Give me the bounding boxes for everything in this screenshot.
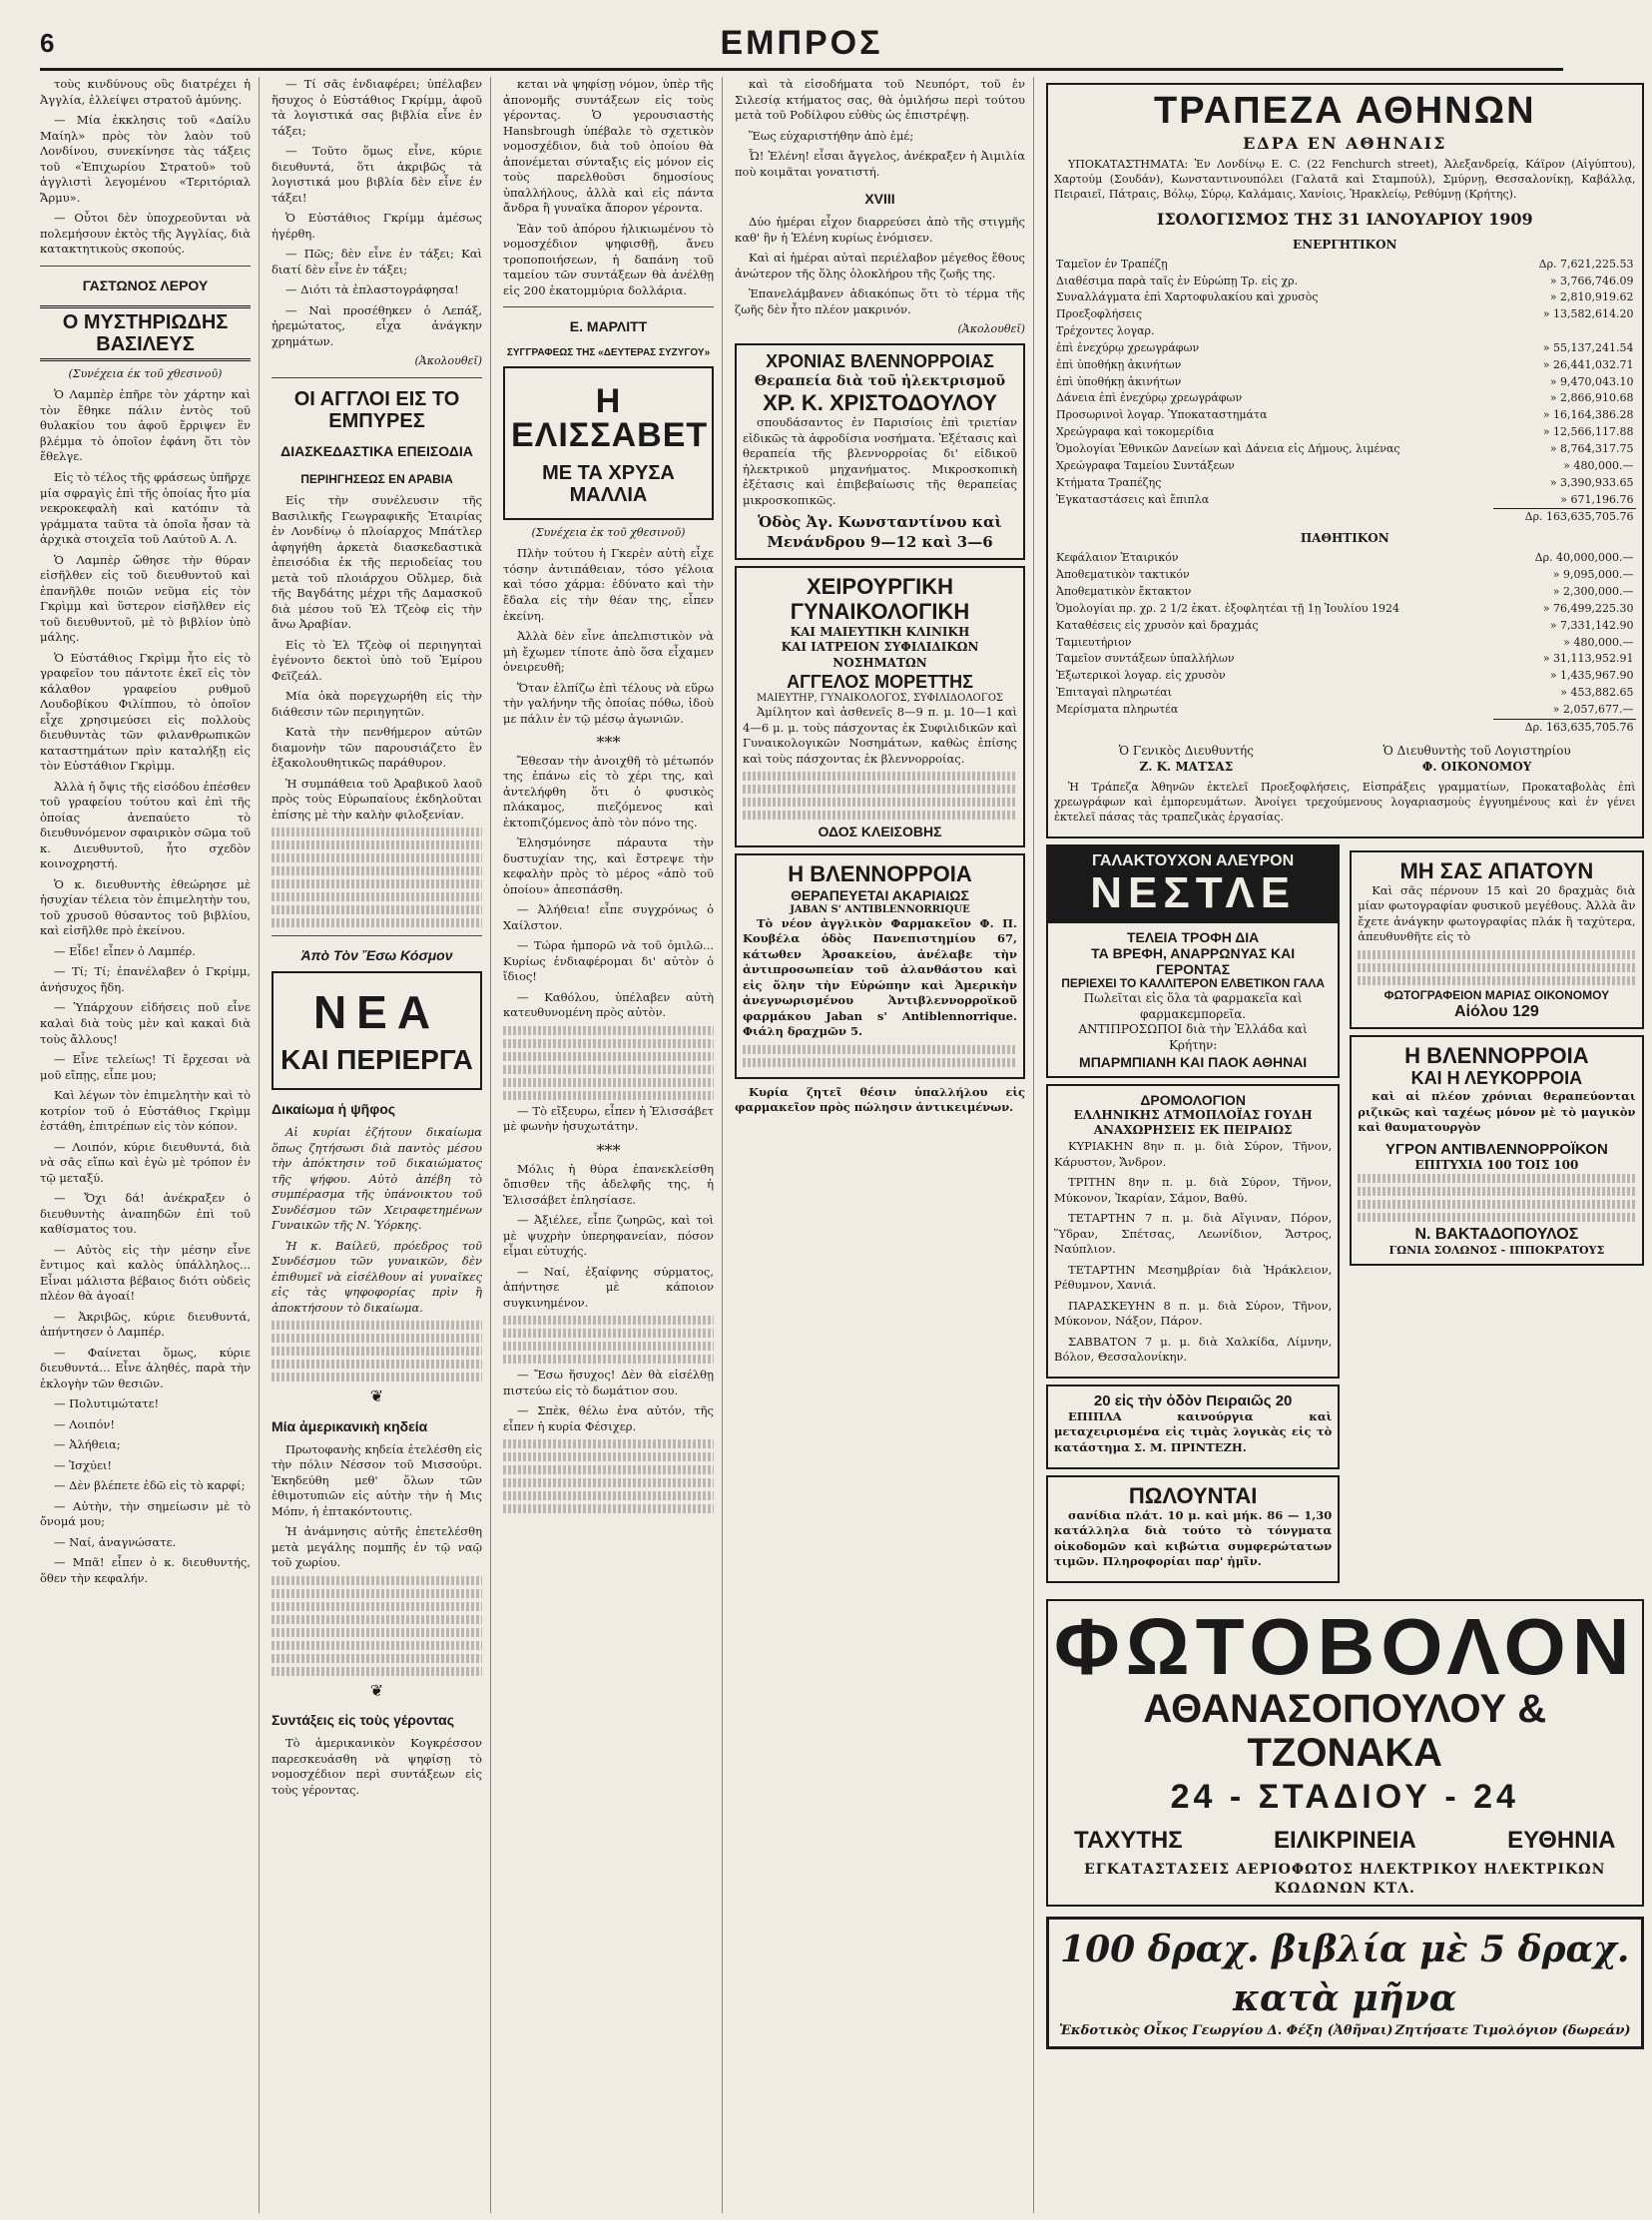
column-2: — Τί σᾶς ἐνδιαφέρει; ὑπέλαβεν ἥσυχος ὁ Εὐστάθιος Γκρίμμ, ἀφοῦ τὰ λογιστικά σας βιβλία εἶνε ἐν τάξει; — Τοῦτο ὅμως εἶνε, κύριε διευθυντά, ὅτι ἀκριβῶς τὰ λογιστικά μου βιβλία δὲν εἶνε ἐν τάξει! Ὁ Εὐστάθιος Γκρίμμ ἀμέσως ἠγέρθη. — Πῶς; δὲν εἶνε ἐν τάξει; Καὶ διατί δὲν εἶνε ἐν τάξει; — Διότι τὰ ἐπλαστογράφησα! — Ναὶ προσέθηκεν ὁ Λεπάξ, ἠρεμώτατος, εἶχα ἀνάγκην χρημάτων. (Ἀκολουθεῖ) ΟΙ ΑΓΓΛΟΙ ΕΙΣ ΤΟ ΕΜΠΥΡΕΣ ΔΙΑΣΚΕΔΑΣΤΙΚΑ ΕΠΕΙΣΟΔΙΑ ΠΕΡΙΗΓΗΣΕΩΣ ΕΝ ΑΡΑΒΙΑ Εἰς τὴν συνέλευσιν τῆς Βασιλικῆς Γεωγραφικῆς Ἑταιρίας ἐν Λονδίνῳ ὁ πλοίαρχος Μπάτλερ ἀφηγήθη ἀρκετὰ διασκεδαστικὰ ἐπεισόδια ἐκ τῆς περιοδείας του μετὰ τοῦ πλοιάρχου Οὔλμερ, διὰ τῆς Βαγδάτης μέχρι τῆς Δαμασκοῦ διὰ μέσου τοῦ Ἑλ Τζεὸφ εἰς τὴν ἄνω Ἀραβίαν. Εἰς τὸ Ἑλ Τζεὸφ οἱ περιηγηταὶ ἐγένοντο δεκτοὶ ὑπὸ τοῦ Ἐμίρου Φεϊζεάλ. Μία ὀκὰ πορεγχωρήθη εἰς τὴν διάθεσιν τῶν περιηγητῶν. Κατὰ τὴν πενθήμερον αὐτῶν διαμονὴν τῶν παρουσιάζετο ἓν ἑξακολουθητικῶς παράθυρον. Ἡ συμπάθεια τοῦ Ἀραβικοῦ λαοῦ πρὸς τοὺς Εὐρωπαίους ἐκδηλοῦται ἐπίσης μὲ τὴν καλὴν φιλοξενίαν. Ἀπὸ Τὸν Ἔσω Κόσμον ΝΕΑ ΚΑΙ ΠΕΡΙΕΡΓΑ Δικαίωμα ἡ ψῆφος Αἱ κυρίαι ἐζήτουν δικαίωμα ὅπως ζητήσωσι διὰ παντὸς μέσου τὴν ἀπόκτησιν τοῦ δικαιώματος τῆς ψήφου. Αὐτὸ ἀπέβη τὸ συμπέρασμα τῆς ὑπάνοικτου τοῦ Συνδέσμου τῶν Χειραφετημένων Γυναικῶν τῆς Ν. Ὑόρκης. Ἡ κ. Βαίλεϋ, πρόεδρος τοῦ Συνδέσμου τῶν γυναικῶν, δὲν ἐπιθυμεῖ νὰ εἰσέλθουν αἱ γυναῖκες εἰς τὰς ψηφοφορίας πρὶν ἢ ἀποκτήσουν τὸ δικαίωμα. ❦ Μία ἀμερικανικὴ κηδεία Πρωτοφανὴς κηδεία ἐτελέσθη εἰς τὴν πόλιν Νέσσον τοῦ Μισσούρι. Ἐκηδεύθη μεθ' ὅλων τῶν ἐθιμοτυπιῶν εἰς αὐτὴν τὴν ἡ Μις Μόπν, ἡ ἐπτακόντουτις. Ἡ ἀνάμνησις αὐτῆς ἐπετελέσθη μετὰ μεγάλης πομπῆς ἐν τῷ ναῷ τοῦ χωρίου. ❦ Συντάξεις εἰς τοὺς γέροντας Τὸ ἀμερικανικὸν Κογκρέσσον παρεσκευάσθη νὰ ψηφίσῃ τὸ νομοσχέδιον περὶ συντάξεων εἰς τοὺς γέροντας. xyxy=(272,77,491,2213)
photovolon-title: ΦΩΤΟΒΟΛΟΝ xyxy=(1054,1601,1636,1691)
story-author: ΓΑΣΤΩΝΟΣ ΛΕΡΟΥ xyxy=(82,277,209,293)
bank-signatures: Ὁ Γενικὸς Διευθυντής Ζ. Κ. ΜΑΤΣΑΣ Ὁ Διευθυντὴς τοῦ Λογιστηρίου Φ. ΟΙΚΟΝΟΜΟΥ xyxy=(1118,743,1571,774)
balance-row xyxy=(1054,407,1636,424)
balance-row-label: Διαθέσιμα παρὰ ταῖς ἐν Εὐρώπῃ Τρ. εἰς χρ. xyxy=(1056,274,1299,287)
balance-row-value: » 31,113,952.91 xyxy=(1542,652,1634,666)
photo-ad: ΜΗ ΣΑΣ ΑΠΑΤΟΥΝ Καὶ σᾶς πέρνουν 15 καὶ 20 δραχμὰς διὰ μίαν φωτογραφίαν φυσικοῦ μεγέθους. Ἀλλὰ ἂν ἔχετε ἀνάγκην φωτογραφίας πλάκ ἢ ταχύτερα, ἀπευθυνθῆτε εἰς τὸ ΦΩΤΟΓΡΑΦΕΙΟΝ ΜΑΡΙΑΣ ΟΙΚΟΝΟΜΟΥ Αἰόλου 129 xyxy=(1350,850,1643,1030)
balance-row xyxy=(1054,390,1636,407)
balance-row-label: Χρεώγραφα καὶ τοκομερίδια xyxy=(1056,425,1215,439)
balance-row-value: » 55,137,241.54 xyxy=(1542,340,1634,354)
balance-row xyxy=(1054,475,1636,492)
serial-subtitle-2: ΠΕΡΙΗΓΗΣΕΩΣ ΕΝ ΑΡΑΒΙΑ xyxy=(300,471,453,486)
balance-row-value: » 480,000.— xyxy=(1563,458,1634,472)
balance-row xyxy=(1054,424,1636,441)
balance-row-label: Ἐγκαταστάσεις καὶ ἔπιπλα xyxy=(1056,492,1210,506)
section-box-title: Ἀπὸ Τὸν Ἔσω Κόσμον xyxy=(300,947,453,964)
balance-row-label: Ἐπιταγαὶ πληρωτέαι xyxy=(1056,686,1173,700)
books-ad xyxy=(1046,1917,1644,2049)
continued-note: (Συνέχεια έκ τοῦ χθεσινοῦ) xyxy=(68,366,223,380)
balance-row-label: Ἀποθεματικὸν τακτικόν xyxy=(1056,568,1190,582)
balance-row-value: Δρ. 7,621,225.53 xyxy=(1538,257,1634,271)
balance-row-value: » 453,882.65 xyxy=(1560,686,1634,700)
balance-row-value: » 2,866,910.68 xyxy=(1549,391,1634,405)
balance-row xyxy=(1054,323,1636,340)
balance-row xyxy=(1054,702,1636,719)
balance-row-value: » 8,764,317.75 xyxy=(1549,441,1634,455)
nestle-ad: ΓΑΛΑΚΤΟΥΧΟΝ ΑΛΕΥΡΟΝ ΝΕΣΤΛΕ xyxy=(1046,844,1340,922)
books-headline: 100 δραχ. βιβλία μὲ 5 δραχ. κατὰ μῆνα xyxy=(1060,1928,1630,2019)
books-publisher: Ἐκδοτικὸς Οἶκος Γεωργίου Δ. Φέξη (Ἀθῆναι) xyxy=(1059,2023,1393,2039)
divider xyxy=(40,266,251,267)
novel-author: Ε. ΜΑΡΛΙΤΤ xyxy=(569,318,648,335)
balance-row-label: Ὁμολογίαι Ἐθνικῶν Δανείων καὶ Δάνεια εἰς Δήμους, λιμένας xyxy=(1056,441,1400,455)
balance-row xyxy=(1054,685,1636,702)
right-left-column: ΓΑΛΑΚΤΟΥΧΟΝ ΑΛΕΥΡΟΝ ΝΕΣΤΛΕ ΤΕΛΕΙΑ ΤΡΟΦΗ ΔΙΑ ΤΑ ΒΡΕΦΗ, ΑΝΑΡΡΩΝΥΑΣ ΚΑΙ ΓΕΡΟΝΤΑΣ ΠΕΡΙΕΧΕΙ ΤΟ ΚΑΛΛΙΤΕΡΟΝ ΕΛΒΕΤΙΚΟΝ ΓΑΛΑ Πωλεῖται εἰς ὅλα τὰ φαρμακεῖα καὶ φαρμακεμπορεῖα. ΑΝΤΙΠΡΟΣΩΠΟΙ διὰ τὴν Ἑλλάδα καὶ Κρήτην: ΜΠΑΡΜΠΙΑΝΗ ΚΑΙ ΠΑΟΚ ΑΘΗΝΑΙ ΔΡΟΜΟΛΟΓΙΟΝ ΕΛΛΗΝΙΚΗΣ ΑΤΜΟΠΛΟΪΑΣ ΓΟΥΔΗ ΑΝΑΧΩΡΗΣΕΙΣ ΕΚ ΠΕΙΡΑΙΩΣ ΚΥΡΙΑΚΗΝ 8ην π. μ. διὰ Σύρον, Τῆνον, Κάρυστον, Ἄνδρον. ΤΡΙΤΗΝ 8ην π. μ. διὰ Σύρον, Τῆνον, Μύκονον, Ἰκαρίαν, Σάμον, Βαθύ. ΤΕΤΑΡΤΗΝ 7 π. μ. διὰ Αἴγιναν, Πόρον, Ὕδραν, Σπέτσας, Λεωνίδιον, Ἄστρος, Ναύπλιον. ΤΕΤΑΡΤΗΝ Μεσημβρίαν διὰ Ἡράκλειον, Ρέθυμνον, Χανιά. ΠΑΡΑΣΚΕΥΗΝ 8 π. μ. διὰ Σύρον, Τῆνον, Μύκονον, Νάξον, Πάρον. ΣΑΒΒΑΤΟΝ 7 μ. μ. διὰ Χαλκίδα, Λίμνην, Βόλον, Θεσσαλονίκην. 20 εἰς τὴν ὁδὸν Πειραιῶς 20 ΕΠΙΠΛΑ καινούργια καὶ μεταχειρισμένα εἰς τιμὰς λογικὰς εἰς τὸ κατάστημα Σ. Μ. ΠΡΙΝΤΕΖΗ. ΠΩΛΟΥΝΤΑΙ σανίδια πλάτ. 10 μ. καὶ μήκ. 86 — 1,30 κατάλληλα διὰ τούτο τὸ τόνγματα οἰκοδομῶν καὶ κιβώτια συμφερώτατων τιμῶν. Πληροφορίαι παρ' ἡμῖν. xyxy=(1046,844,1340,1589)
news-box xyxy=(272,971,482,1090)
col1-lead: τοὺς κινδύνους οὓς διατρέχει ἡ Ἀγγλία, ἐλλείψει στρατοῦ ἀμύνης. — Μία ἐκκλησις τοῦ «Δαίλυ Μαίηλ» πρὸς τὸν λαὸν τοῦ Λονδίνου, συνεκίνησε τὰς τάξεις τοῦ «Ἐπιχωρίου Στρατοῦ» τοῦ ἀγγλιστὶ λεγομένου «Τεριτόριαλ Ἄρμυ». — Οὗτοι δὲν ὑποχρεοῦνται νὰ πολεμήσουν ἐκτὸς τῆς Ἀγγλίας, διὰ κατακτητικοὺς σκοπούς. xyxy=(40,77,251,257)
balance-row xyxy=(1054,374,1636,391)
novel-title-box xyxy=(503,366,714,520)
balance-row-value: Δρ. 40,000,000.— xyxy=(1534,551,1634,565)
balance-row-label: ἐπὶ ὑποθήκῃ ἀκινήτων xyxy=(1056,374,1182,388)
balance-row-label: Κτήματα Τραπέζης xyxy=(1056,475,1162,489)
balance-row-label: Ταμεῖον συντάξεων ὑπαλλήλων xyxy=(1056,652,1235,666)
balance-row-label: ἐπὶ ἐνεχύρῳ χρεωγράφων xyxy=(1056,340,1200,354)
balance-row-value: » 76,499,225.30 xyxy=(1542,601,1634,615)
nea-subtitle: ΚΑΙ ΠΕΡΙΕΡΓΑ xyxy=(280,1044,473,1076)
column-4: καὶ τὰ εἰσοδήματα τοῦ Νευπόρτ, τοῦ ἐν Σιλεσίᾳ κτήματος σας, θὰ ὁμιλήσω περὶ τούτου μετὰ τοῦ Ροδίλφου εὐθὺς ὡς ἐπιστρέψῃ. Ἕως εὐχαριστήθην ἀπὸ ἐμέ; Ὦ! Ἑλένη! εἶσαι ἄγγελος, ἀνέκραξεν ἡ Ἀιμιλία ποὺ κοιμᾶται γονατιστή. XVIII Δύο ἡμέραι εἶχον διαρρεύσει ἀπὸ τῆς στιγμῆς καθ' ἣν ἡ Ἑλένη κυρίως ἐνόμισεν. Καὶ αἱ ἡμέραι αὐταὶ περιέλαβον μέγεθος ἔθους ἀνώτερον τῆς ὅλης ὁλοκλήρου τῆς ζωῆς της. Ἐπανελάμβανεν ἀδιακόπως ὅτι τὸ τέρμα τῆς ζωῆς δὲν ἦτο πλέον μακρινόν. (Ἀκολουθεῖ) ΧΡΟΝΙΑΣ ΒΛΕΝΝΟΡΡΟΙΑΣ Θεραπεία διὰ τοῦ ἠλεκτρισμοῦ ΧΡ. Κ. ΧΡΙΣΤΟΔΟΥΛΟΥ σπουδάσαντος ἐν Παρισίοις ἐπὶ τριετίαν εἰδικῶς τὰ ἀφροδίσια νοσήματα. Ἐξέτασις καὶ θεραπεία τῆς βλεννορροίας δι' εἰδικοῦ ἠλεκτρικοῦ μηχανήματος. Μικροσκοπικὴ ἐξέτασις καὶ ἐπιβεβαίωσις τῆς θεραπείας μικροσκοπικῶς. Ὁδὸς Ἀγ. Κωνσταντίνου καὶ Μενάνδρου 9—12 καὶ 3—6 ΧΕΙΡΟΥΡΓΙΚΗ ΓΥΝΑΙΚΟΛΟΓΙΚΗ ΚΑΙ ΜΑΙΕΥΤΙΚΗ ΚΛΙΝΙΚΗ ΚΑΙ ΙΑΤΡΕΙΟΝ ΣΥΦΙΛΙΔΙΚΩΝ ΝΟΣΗΜΑΤΩΝ ΑΓΓΕΛΟΣ ΜΟΡΕΤΤΗΣ ΜΑΙΕΥΤΗΡ, ΓΥΝΑΙΚΟΛΟΓΟΣ, ΣΥΦΙΛΙΔΟΛΟΓΟΣ Ἀμίλητον καὶ ἀσθενεῖς 8—9 π. μ. 10—1 καὶ 4—6 μ. μ. τοὺς πάσχοντας ἐκ Συφιλιδικῶν καὶ Γυναικολογικῶν Νοσημάτων, καθὼς ἐπίσης καὶ τοὺς πάσχοντας ἐκ βλεννορροίας. ΟΔΟΣ ΚΛΕΙΣΟΒΗΣ Η ΒΛΕΝΝΟΡΡΟΙΑ ΘΕΡΑΠΕΥΕΤΑΙ ΑΚΑΡΙΑΙΩΣ JABAN S' ANTIBLENNORRIQUE Τὸ νέον ἀγγλικὸν Φαρμακεῖον Φ. Π. Κουβέλα ὁδὸς Πανεπιστημίου 67, κάτωθεν Ἀρσακείου, ἀνέλαβε τὴν ἀντιπροσωπείαν τοῦ ἀλανθάστου καὶ εἰς ὅλην τὴν Εὐρώπην καὶ Ἀμερικὴν ἀνεγνωρισμένου Ἀντιβλεννορροϊκοῦ φαρμάκου Jaban s' Antiblennorrique. Φιάλη δραχμῶν 5. Κυρία ζητεῖ θέσιν ὑπαλλήλου εἰς φαρμακεῖον πρὸς πώλησιν ἀντικειμένων. xyxy=(735,77,1034,2213)
balance-row-value: » 3,390,933.65 xyxy=(1549,475,1634,489)
shipping-schedule: ΔΡΟΜΟΛΟΓΙΟΝ ΕΛΛΗΝΙΚΗΣ ΑΤΜΟΠΛΟΪΑΣ ΓΟΥΔΗ ΑΝΑΧΩΡΗΣΕΙΣ ΕΚ ΠΕΙΡΑΙΩΣ ΚΥΡΙΑΚΗΝ 8ην π. μ. διὰ Σύρον, Τῆνον, Κάρυστον, Ἄνδρον. ΤΡΙΤΗΝ 8ην π. μ. διὰ Σύρον, Τῆνον, Μύκονον, Ἰκαρίαν, Σάμον, Βαθύ. ΤΕΤΑΡΤΗΝ 7 π. μ. διὰ Αἴγιναν, Πόρον, Ὕδραν, Σπέτσας, Λεωνίδιον, Ἄστρος, Ναύπλιον. ΤΕΤΑΡΤΗΝ Μεσημβρίαν διὰ Ἡράκλειον, Ρέθυμνον, Χανιά. ΠΑΡΑΣΚΕΥΗΝ 8 π. μ. διὰ Σύρον, Τῆνον, Μύκονον, Νάξον, Πάρον. ΣΑΒΒΑΤΟΝ 7 μ. μ. διὰ Χαλκίδα, Λίμνην, Βόλον, Θεσσαλονίκην. xyxy=(1046,1084,1340,1379)
balance-row-value: » 7,331,142.90 xyxy=(1549,618,1634,632)
serial-subtitle: ΔΙΑΣΚΕΔΑΣΤΙΚΑ ΕΠΕΙΣΟΔΙΑ xyxy=(280,443,473,460)
balance-row-value xyxy=(1493,323,1636,340)
photovolon-ad: ΦΩΤΟΒΟΛΟΝ ΑΘΑΝΑΣΟΠΟΥΛΟΥ & ΤΖΟΝΑΚΑ 24 - ΣΤΑΔΙΟΥ - 24 ΤΑΧΥΤΗΣ ΕΙΛΙΚΡΙΝΕΙΑ ΕΥΘΗΝΙΑ ΕΓΚΑΤΑΣΤΑΣΕΙΣ ΑΕΡΙΟΦΩΤΟΣ ΗΛΕΚΤΡΙΚΟΥ ΗΛΕΚΤΡΙΚΩΝ ΚΩΔΩΝΩΝ ΚΤΛ. xyxy=(1046,1599,1644,1907)
balance-row-label: Μερίσματα πληρωτέα xyxy=(1056,703,1179,717)
liabilities-total: Δρ. 163,635,705.76 xyxy=(1493,719,1636,736)
newspaper-title: ΕΜΠΡΟΣ xyxy=(720,23,883,62)
right-right-column xyxy=(1350,844,1643,1589)
balance-row-value: » 16,164,386.28 xyxy=(1542,408,1634,422)
nea-title: ΝΕΑ xyxy=(312,986,441,1039)
balance-row-label: Τρέχοντες λογαρ. xyxy=(1056,324,1155,338)
balance-row-value: » 2,300,000.— xyxy=(1552,585,1634,599)
books-catalog: Ζητήσατε Τιμολόγιον (δωρεάν) xyxy=(1394,2023,1631,2039)
balance-row xyxy=(1054,257,1636,274)
column-3: κεται νὰ ψηφίσῃ νόμον, ὑπὲρ τῆς ἀπονομῆς συντάξεων εἰς τοὺς γέροντας. Ὁ γερουσιαστὴς Hansbrough ὑπέβαλε τὸ σχετικὸν νομοσχέδιον, διὰ τοῦ ὁποίου θὰ ἀπονέμεται σύνταξις εἰς μόνον εἰς τοὺς παρελθοῦσι δημοσίους ὑπαλλήλους, ἀλλὰ καὶ εἰς πάντα ἄνδρα ἢ γυναῖκα ἄπορον γέροντα. Ἐὰν τοῦ ἀπόρου ἡλικιωμένου τὸ νομοσχέδιον ψηφισθῇ, ἄνευ τροποποιήσεων, ἡ δαπάνη τοῦ ταμείου τῶν συντάξεων θὰ ἀνέλθῃ εἰς 200 ἑκατομμύρια δολλάρια. Ε. ΜΑΡΛΙΤΤ ΣΥΓΓΡΑΦΕΩΣ ΤΗΣ «ΔΕΥΤΕΡΑΣ ΣΥΖΥΓΟΥ» Η ΕΛΙΣΣΑΒΕΤ ΜΕ ΤΑ ΧΡΥΣΑ ΜΑΛΛΙΑ (Συνέχεια ἐκ τοῦ χθεσινοῦ) Πλὴν τούτου ἡ Γκερὲν αὐτὴ εἶχε τόσην ἀντιπάθειαν, τόσο γέλοια καὶ τόσο χάρμα: ἐδύνατο καὶ τὴν ἔδαλα εἰς τὴν θέαν της, εἶπεν ἐκείνη. Ἀλλὰ δὲν εἶνε ἀπελπιστικὸν νὰ μὴ ἔχωμεν τίποτε ἀπὸ ὅσα εἶχαμεν ὀνειρευθῆ; Ὅταν ἐλπίζω ἐπὶ τέλους νὰ εὕρω τὴν γαλήνην τῆς ὁποίας πόθω, ἰδοὺ με πάλιν ἐν τῷ μέσῳ ἀγωνιῶν. *** Ἔθεσαν τὴν ἀνοιχθῆ τὸ μέτωπόν της ἐπάνω εἰς τὸ χέρι της, καὶ ἀντελήφθη ὅτι ὁ φυσικὸς πλάκαμος, πιεζόμενος καὶ ἐκτοπιζόμενος ἀπὸ τὸν πόνο της. Ἐλησμόνησε πάραυτα τὴν δυστυχίαν της, καὶ ἔστρεψε τὴν κεφαλὴν πρὸς τὸ μέρος «ἀπὸ τοῦ ὁποίου» ἀπεσπάσθη. — Ἀλήθεια! εἶπε συγχρόνως ὁ Χαίλστον. — Τώρα ἠμπορῶ νὰ τοῦ ὁμιλῶ... Κυρίως ἐνδιαφέρομαι δι' αὐτὸν ὁ ἴδιος! — Καθόλου, ὑπέλαβεν αὐτὴ κατευθυνομένη πρὸς αὐτὸν. — Τὸ εἴξευρω, εἶπεν ἡ Ἑλισσάβετ μὲ φωνὴν ἡσυχωτάτην. *** Μόλις ἡ θύρα ἐπανεκλείσθη ὄπισθεν τῆς ἀδελφῆς της, ἡ Ἑλισσάβετ ἐπλησίασε. — Ἀξιέλεε, εἶπε ζωηρῶς, καὶ τοὶ μὲ ψυχρὴν ὑπερηφανείαν, πόσον εἶμαι εὐτυχής. — Ναί, ἐξαίφνης σύρματος, ἀπήντησε μὲ κάποιον συγκινημένον. — Ἔσω ἥσυχος! Δὲν θὰ εἰσέλθῃ πιστεύω εἰς τὸ δωμάτιον σου. — Σπὲκ, θέλω ἐνα αὐτόν, τῆς εἶπεν ἡ κυρία Φέσιχερ. xyxy=(503,77,723,2213)
balance-row xyxy=(1054,306,1636,323)
to-be-continued: (Ἀκολουθεῖ) xyxy=(957,322,1025,336)
furniture-ad: 20 εἰς τὴν ὁδὸν Πειραιῶς 20 ΕΠΙΠΛΑ καινούργια καὶ μεταχειρισμένα εἰς τιμὰς λογικὰς εἰς τὸ κατάστημα Σ. Μ. ΠΡΙΝΤΕΖΗ. xyxy=(1046,1385,1340,1469)
balance-row xyxy=(1054,584,1636,601)
balance-row xyxy=(1054,492,1636,509)
balance-row-label: Ταμεῖον ἐν Τραπέζῃ xyxy=(1056,257,1168,271)
balance-row-value: » 12,566,117.88 xyxy=(1542,425,1634,439)
balance-row-value: » 671,196.76 xyxy=(1560,492,1634,506)
balance-row-label: Προεξοφλήσεις xyxy=(1056,307,1143,321)
item2-title: Μία ἀμερικανικὴ κηδεία xyxy=(272,1417,428,1434)
column-1 xyxy=(40,77,260,2213)
balance-row-label: Συναλλάγματα ἐπὶ Χαρτοφυλακίου καὶ χρυσὸς xyxy=(1056,290,1319,304)
balance-row xyxy=(1054,340,1636,357)
balance-row-value: » 13,582,614.20 xyxy=(1542,307,1634,321)
balance-row-value: » 2,057,677.— xyxy=(1552,702,1634,716)
balance-row-label: Χρεώγραφα Ταμείου Συντάξεων xyxy=(1056,458,1235,472)
columns xyxy=(40,77,1636,2213)
balance-row xyxy=(1054,651,1636,668)
balance-row-label: Κεφάλαιον Ἑταιρικόν xyxy=(1056,551,1179,565)
assets-table xyxy=(1054,257,1636,527)
bank-ad: ΤΡΑΠΕΖΑ ΑΘΗΝΩΝ ΕΔΡΑ ΕΝ ΑΘΗΝΑΙΣ ΥΠΟΚΑΤΑΣΤΗΜΑΤΑ: Ἐν Λονδίνῳ E. C. (22 Fenchurch street), Ἀλεξανδρείᾳ, Κάϊρον (Αἰγύπτου), Χαρτούμ (Σουδάν), Κωνσταντινουπόλει (Γαλατᾶ καὶ Σταμπούλ), Σμύρνῃ, Θεσσαλονίκῃ, Καβάλλᾳ, Πειραιεῖ, Πάτραις, Βόλῳ, Σύρῳ, Καλάμαις, Χανίοις, Ἡρακλείῳ, Ρεθύμνῃ (Κρήτης). ΙΣΟΛΟΓΙΣΜΟΣ ΤΗΣ 31 ΙΑΝΟΥΑΡΙΟΥ 1909 ΕΝΕΡΓΗΤΙΚΟΝ Ταμεῖον ἐν Τραπέζῃ Δρ. 7,621,225.53 Διαθέσιμα παρὰ ταῖς ἐν Εὐρώπῃ Τρ. εἰς χρ. » 3,766,746.09 Συναλλάγματα ἐπὶ Χαρτοφυλακίου καὶ χρυσὸς » 2,810,919.62 Προεξοφλήσεις » 13,582,614.20 Τρέχοντες λογαρ. ἐπὶ ἐνεχύρῳ χρεωγράφων » 55,137,241.54 ἐπὶ ὑποθήκῃ ἀκινήτων » 26,441,032.71 ἐπὶ ὑποθήκῃ ἀκινήτων » 9,470,043.10 Δάνεια ἐπὶ ἐνεχύρῳ χρεωγράφων » 2,866,910.68 Προσωρινοὶ λογαρ. Ὑποκαταστημάτα » 16,164,386.28 Χρεώγραφα καὶ τοκομερίδια » 12,566,117.88 Ὁμολογίαι Ἐθνικῶν Δανείων καὶ Δάνεια εἰς Δήμους, λιμένας » 8,764,317.75 Χρεώγραφα Ταμείου Συντάξεων » 480,000.— Κτήματα Τραπέζης » 3,390,933.65 Ἐγκαταστάσεις καὶ ἔπιπλα » 671,196.76 Δρ. 163,635,705.76 ΠΑΘΗΤΙΚΟΝ Κεφάλαιον Ἑταιρικόν Δρ. 40,000,000.— Ἀποθεματικὸν τακτικόν » 9,095,000.— Ἀποθεματικὸν ἔκτακτον » 2,300,000.— Ὁμολογίαι πρ. χρ. 2 1/2 ἐκατ. ἐξοφλητέαι τῇ 1ῃ Ἰουλίου 1924 » 76,499,225.30 Καταθέσεις εἰς χρυσὸν καὶ δραχμάς » 7,331,142.90 Ταμιευτήριον » 480,000.— Ταμεῖον συντάξεων ὑπαλλήλων » 31,113,952.91 Ἐξωτερικοὶ λογαρ. εἰς χρυσὸν » 1,435,967.90 Ἐπιταγαὶ πληρωτέαι » 453,882.65 Μερίσματα πληρωτέα » 2,057,677.— Δρ. 163,635,705.76 Ὁ Γενικὸς Διευθυντής Ζ. Κ. ΜΑΤΣΑΣ Ὁ Διευθυντὴς τοῦ Λογιστηρίου Φ. ΟΙΚΟΝΟΜΟΥ Ἡ Τράπεζα Ἀθηνῶν ἐκτελεῖ Προεξοφλήσεις, Εἰσπράξεις γραμματίων, Προκαταβολὰς ἐπὶ χρεωγράφων καὶ ἐμπορευμάτων. Ἀνοίγει τρεχούμενους λογαριασμοὺς ἐγγυημένους καὶ ἐν γένει ἐκτελεῖ πάσας τὰς τραπεζικὰς ἐργασίας. xyxy=(1046,83,1644,838)
balance-row-label: Ἀποθεματικὸν ἔκτακτον xyxy=(1056,585,1192,599)
balance-row-value: » 480,000.— xyxy=(1563,635,1634,649)
wanted-notice: Κυρία ζητεῖ θέσιν ὑπαλλήλου εἰς φαρμακεῖον πρὸς πώλησιν ἀντικειμένων. xyxy=(735,1084,1025,1115)
balance-row xyxy=(1054,601,1636,618)
balance-row xyxy=(1054,458,1636,475)
photovolon-firm: ΑΘΑΝΑΣΟΠΟΥΛΟΥ & ΤΖΟΝΑΚΑ xyxy=(1143,1686,1547,1775)
item1-title: Δικαίωμα ἡ ψῆφος xyxy=(272,1101,396,1118)
balance-row xyxy=(1054,289,1636,306)
item3-title: Συντάξεις εἰς τοὺς γέροντας xyxy=(272,1712,455,1729)
bank-title: ΤΡΑΠΕΖΑ ΑΘΗΝΩΝ xyxy=(1153,90,1536,132)
balance-row-label: Καταθέσεις εἰς χρυσὸν καὶ δραχμάς xyxy=(1056,618,1259,632)
ad-chronic-blennorrhea: ΧΡΟΝΙΑΣ ΒΛΕΝΝΟΡΡΟΙΑΣ Θεραπεία διὰ τοῦ ἠλεκτρισμοῦ ΧΡ. Κ. ΧΡΙΣΤΟΔΟΥΛΟΥ σπουδάσαντος ἐν Παρισίοις ἐπὶ τριετίαν εἰδικῶς τὰ ἀφροδίσια νοσήματα. Ἐξέτασις καὶ θεραπεία τῆς βλεννορροίας δι' εἰδικοῦ ἠλεκτρικοῦ μηχανήματος. Μικροσκοπικὴ ἐξέτασις καὶ ἐπιβεβαίωσις τῆς θεραπείας μικροσκοπικῶς. Ὁδὸς Ἀγ. Κωνσταντίνου καὶ Μενάνδρου 9—12 καὶ 3—6 xyxy=(735,343,1025,560)
sale-ad: ΠΩΛΟΥΝΤΑΙ σανίδια πλάτ. 10 μ. καὶ μήκ. 86 — 1,30 κατάλληλα διὰ τούτο τὸ τόνγματα οἰκοδομῶν καὶ κιβώτια συμφερώτατων τιμῶν. Πληροφορίαι παρ' ἡμῖν. xyxy=(1046,1475,1340,1583)
balance-row xyxy=(1054,441,1636,458)
balance-row-label: Ὁμολογίαι πρ. χρ. 2 1/2 ἐκατ. ἐξοφλητέαι τῇ 1ῃ Ἰουλίου 1924 xyxy=(1056,601,1399,615)
balance-row-label: ἐπὶ ὑποθήκῃ ἀκινήτων xyxy=(1056,357,1182,371)
story-body: Ὁ Λαμπὲρ ἐπῆρε τὸν χάρτην καὶ τὸν ἔθηκε πάλιν ἐντὸς τοῦ θυλακίου του ἀφοῦ ἔρριψεν ἓν βλέμμα τὸ ὁποῖον ἐφάνη ὅτι τὸν ἔθελγε. Εἰς τὸ τέλος τῆς φράσεως ὑπῆρχε μία σφραγὶς ἐπὶ τῆς ὁποίας ἦτο μία νεκροκεφαλὴ καὶ κατόπιν τὰ γράμματα ταῦτα τὰ ὁποῖα ἦσαν τὰ ἀρχικὰ στοιχεῖα τοῦ Λαύτοῦ Α. Λ. Ὁ Λαμπὲρ ὤθησε τὴν θύραν εἰσῆλθεν εἰς τοῦ διευθυντοῦ καὶ ἐπανῆλθε ποιῶν νεῦμα εἰς τὸν Γκρὶμμ καὶ ὕστερον εἰσῆλθεν εἰς τοῦ διευθυντοῦ, μὲ τὸ βιβλίον ὑπὸ μάλης. Ὁ Εὐστάθιος Γκρὶμμ ἦτο εἰς τὸ γραφεῖον του πάντοτε ἐκεῖ εἰς τὸν κάλαθον γραφείου ρυθμοῦ Λουδοβίκου Φιλίππου, τὸ ὁποῖον εἶχε χρησιμεύσει εἰς πολλοὺς διευθυντὰς τῶν φιλανθρωπικῶν καταστημάτων πρὶν καταλήξῃ εἰς τὸν Εὐστάθιον Γκρὶμμ. Ἀλλὰ ἡ ὄψις τῆς εἰσόδου ἐπέσθεν τοῦ γραφείου τούτου καὶ ἐπὶ τῆς ὁποίας ἀνεπαύετο τὸ διευθυνόμενον σφαιρικὸν σῶμα τοῦ κ. Διευθυντοῦ, ἦτο σχεδὸν κοινοχρηστή. Ὁ κ. διευθυντὴς ἐθεώρησε μὲ ἡσυχίαν τέλεια τὸν ἐπιμελητὴν του, τοῦ χρυσοῦ θύσαντος τοῦ βιβλίου, καὶ εἰσῆλθε πρὸ ἐκείνου. — Εἶδε! εἶπεν ὁ Λαμπέρ. — Τί; Τί; ἐπανέλαβεν ὁ Γκρίμμ, ἀνήσυχος ἤδη. — Ὑπάρχουν εἰδήσεις ποῦ εἶνε καλαὶ διὰ τοὺς μὲν καὶ κακαὶ διὰ τοὺς ἄλλους! — Εἶνε τελείως! Τί ἔρχεσαι νὰ μοῦ εἴπῃς, εἶπε μου; Καὶ λέγων τὸν ἐπιμελητὴν καὶ τὸ κοτρίον τοῦ ὁ Εὐστάθιος Γκρὶμμ ἐστάθη, ἐπιτρέπων εἰς τὸν κόπον. — Λοιπόν, κύριε διευθυντά, διὰ νὰ σᾶς εἴπω καὶ ἐγὼ μὲ τρόπον ἐν τῷ μεταξύ. — Ὄχι δά! ἀνέκραξεν ὁ διευθυντὴς ἀναπηδῶν ἐπὶ τοῦ καθίσματος του. — Αὐτὸς εἰς τὴν μέσην εἶνε ἔντιμος καὶ καλὸς ὑπάλληλος... Εἶναι μάλιστα βέβαιος διότι οὐδεὶς πλέον θὰ ἀγοαί! — Ἀκριβῶς, κύριε διευθυντά, ἀπήντησεν ὁ Λαμπέρ. — Φαίνεται ὅμως, κύριε διευθυντά... Εἶνε ἀληθές, παρὰ τὴν ἐκλογὴν τῶν θεσιῶν. — Πολυτιμώτατε! — Λοιπόν! — Ἀλήθεια; — Ἰσχύει! — Δὲν βλέπετε ἐδῶ εἰς τὸ καρφί; — Αὐτὴν, τὴν σημείωσιν μὲ τὸ ὄνομά μου; — Ναί, ἀναγνώσατε. — Μπᾶ! εἶπεν ὁ κ. διευθυντής, ὅθεν τὴν κεφαλήν. xyxy=(40,387,251,1585)
balance-row-value: » 9,095,000.— xyxy=(1552,568,1634,582)
balance-row-value: » 2,810,919.62 xyxy=(1549,290,1634,304)
antiblennorrhea-ad: Η ΒΛΕΝΝΟΡΡΟΙΑ ΚΑΙ Η ΛΕΥΚΟΡΡΟΙΑ καὶ αἱ πλέον χρόνιαι θεραπεύονται ριζικῶς καὶ ταχέως μόνον μὲ τὸ μαγικὸν καὶ θαυματουργὸν ΥΓΡΟΝ ΑΝΤΙΒΛΕΝΝΟΡΡΟΪΚΟΝ ΕΠΙΤΥΧΙΑ 100 ΤΟΙΣ 100 Ν. ΒΑΚΤΑΔΟΠΟΥΛΟΣ ΓΩΝΙΑ ΣΟΛΩΝΟΣ - ΙΠΠΟΚΡΑΤΟΥΣ xyxy=(1350,1035,1643,1266)
balance-row-value: » 3,766,746.09 xyxy=(1549,274,1634,287)
to-be-continued: (Ἀκολουθεῖ) xyxy=(414,354,482,368)
balance-row xyxy=(1054,274,1636,290)
liabilities-table xyxy=(1054,550,1636,736)
balance-row-value: » 26,441,032.71 xyxy=(1542,357,1634,371)
balance-row-value: » 9,470,043.10 xyxy=(1549,374,1634,388)
ad-blennorrhea-cure: Η ΒΛΕΝΝΟΡΡΟΙΑ ΘΕΡΑΠΕΥΕΤΑΙ ΑΚΑΡΙΑΙΩΣ JABAN S' ANTIBLENNORRIQUE Τὸ νέον ἀγγλικὸν Φαρμακεῖον Φ. Π. Κουβέλα ὁδὸς Πανεπιστημίου 67, κάτωθεν Ἀρσακείου, ἀνέλαβε τὴν ἀντιπροσωπείαν τοῦ ἀλανθάστου καὶ εἰς ὅλην τὴν Εὐρώπην καὶ Ἀμερικὴν ἀνεγνωρισμένου Ἀντιβλεννορροϊκοῦ φαρμάκου Jaban s' Antiblennorrique. Φιάλη δραχμῶν 5. xyxy=(735,853,1025,1079)
chapter-number: XVIII xyxy=(864,191,895,208)
assets-total: Δρ. 163,635,705.76 xyxy=(1493,509,1636,526)
balance-row-label: Δάνεια ἐπὶ ἐνεχύρῳ χρεωγράφων xyxy=(1056,391,1243,405)
balance-row xyxy=(1054,567,1636,584)
bank-branches: ΥΠΟΚΑΤΑΣΤΗΜΑΤΑ: Ἐν Λονδίνῳ E. C. (22 Fenchurch street), Ἀλεξανδρείᾳ, Κάϊρον (Αἰγύπτου), Χαρτούμ (Σουδάν), Κωνσταντινουπόλει (Γαλατᾶ καὶ Σταμπούλ), Σμύρνῃ, Θεσσαλονίκῃ, Καβάλλᾳ, Πειραιεῖ, Πάτραις, Βόλῳ, Σύρῳ, Καλάμαις, Χανίοις, Ἡρακλείῳ, Ρεθύμνῃ (Κρήτης). xyxy=(1054,158,1636,202)
novel-author-sub: ΣΥΓΓΡΑΦΕΩΣ ΤΗΣ «ΔΕΥΤΕΡΑΣ ΣΥΖΥΓΟΥ» xyxy=(506,347,711,359)
story-heading: Ο ΜΥΣΤΗΡΙΩΔΗΣ ΒΑΣΙΛΕΥΣ xyxy=(40,305,251,361)
novel-title: Η ΕΛΙΣΣΑΒΕΤ xyxy=(511,381,709,454)
balance-row xyxy=(1054,635,1636,652)
bank-subtitle: ΕΔΡΑ ΕΝ ΑΘΗΝΑΙΣ xyxy=(1243,133,1447,153)
ad-gynecology-clinic: ΧΕΙΡΟΥΡΓΙΚΗ ΓΥΝΑΙΚΟΛΟΓΙΚΗ ΚΑΙ ΜΑΙΕΥΤΙΚΗ ΚΛΙΝΙΚΗ ΚΑΙ ΙΑΤΡΕΙΟΝ ΣΥΦΙΛΙΔΙΚΩΝ ΝΟΣΗΜΑΤΩΝ ΑΓΓΕΛΟΣ ΜΟΡΕΤΤΗΣ ΜΑΙΕΥΤΗΡ, ΓΥΝΑΙΚΟΛΟΓΟΣ, ΣΥΦΙΛΙΔΟΛΟΓΟΣ Ἀμίλητον καὶ ἀσθενεῖς 8—9 π. μ. 10—1 καὶ 4—6 μ. μ. τοὺς πάσχοντας ἐκ Συφιλιδικῶν καὶ Γυναικολογικῶν Νοσημάτων, καθὼς ἐπίσης καὶ τοὺς πάσχοντας ἐκ βλεννορροίας. ΟΔΟΣ ΚΛΕΙΣΟΒΗΣ xyxy=(735,566,1025,847)
balance-row-value: » 1,435,967.90 xyxy=(1549,669,1634,683)
novel-subtitle: ΜΕ ΤΑ ΧΡΥΣΑ ΜΑΛΛΙΑ xyxy=(542,461,675,506)
page-number: 6 xyxy=(40,27,55,58)
balance-row-label: Ἐξωτερικοὶ λογαρ. εἰς χρυσὸν xyxy=(1056,669,1226,683)
column-5 xyxy=(1046,77,1652,2213)
photovolon-address: 24 - ΣΤΑΔΙΟΥ - 24 xyxy=(1170,1777,1519,1816)
masthead xyxy=(40,18,1563,71)
balance-title: ΙΣΟΛΟΓΙΣΜΟΣ ΤΗΣ 31 ΙΑΝΟΥΑΡΙΟΥ 1909 xyxy=(1156,209,1533,229)
serial-title: ΟΙ ΑΓΓΛΟΙ ΕΙΣ ΤΟ ΕΜΠΥΡΕΣ xyxy=(293,388,460,433)
balance-row-label: Ταμιευτήριον xyxy=(1056,635,1132,649)
balance-row xyxy=(1054,550,1636,567)
balance-row xyxy=(1054,668,1636,685)
balance-row xyxy=(1054,357,1636,374)
balance-row-label: Προσωρινοὶ λογαρ. Ὑποκαταστημάτα xyxy=(1056,408,1268,422)
balance-row xyxy=(1054,618,1636,635)
continued-note: (Συνέχεια ἐκ τοῦ χθεσινοῦ) xyxy=(531,525,686,539)
